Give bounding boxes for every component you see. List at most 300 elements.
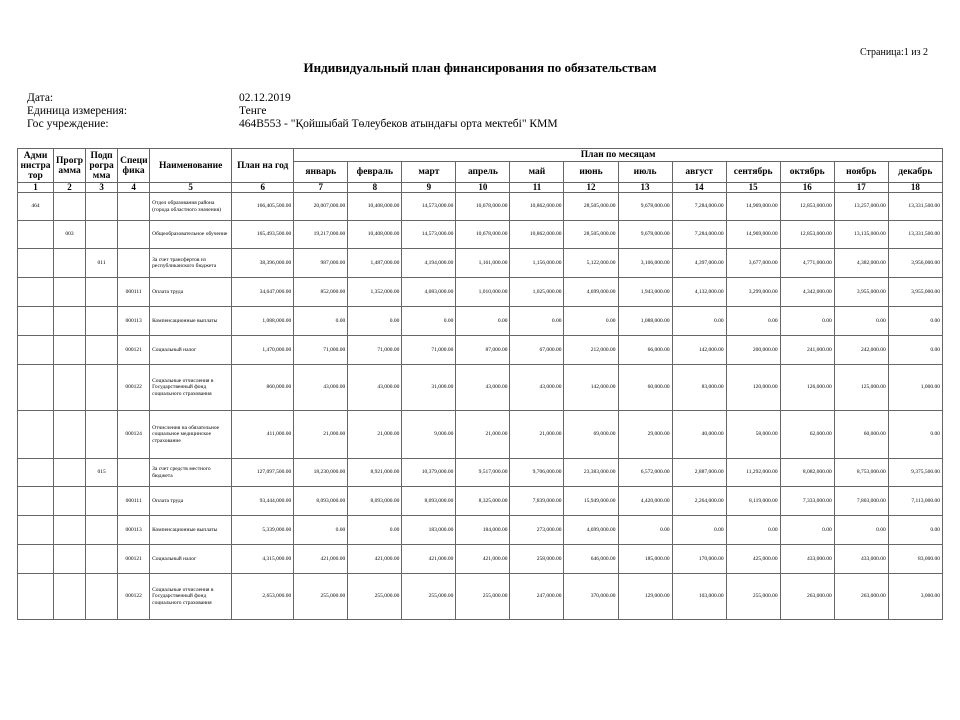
specifics-code-cell: 000121 [118, 545, 150, 574]
month-value-cell: 67,000.00 [510, 336, 564, 365]
table-row [18, 221, 943, 249]
col-name-header: Наименование [150, 149, 232, 183]
program-code-cell [54, 193, 86, 221]
month-value-cell: 3,955,000.00 [834, 278, 888, 307]
month-value-cell: 9,678,000.00 [618, 221, 672, 249]
year-plan-cell: 166,405,500.00 [232, 193, 294, 221]
subprogram-code-cell [86, 574, 118, 620]
column-index: 17 [834, 183, 888, 193]
month-value-cell: 60,000.00 [834, 411, 888, 459]
month-header: февраль [348, 162, 402, 183]
month-header: декабрь [888, 162, 942, 183]
name-cell: Общеобразовательное обучение [150, 221, 232, 249]
month-value-cell: 255,000.00 [456, 574, 510, 620]
month-value-cell: 263,000.00 [834, 574, 888, 620]
subprogram-code-cell [86, 365, 118, 411]
table-row [18, 545, 943, 574]
month-value-cell: 241,000.00 [780, 336, 834, 365]
name-cell: Отчисления на обязательное социальное медицинское страхование [150, 411, 232, 459]
subprogram-code-cell [86, 336, 118, 365]
specifics-code-cell: 000113 [118, 307, 150, 336]
month-value-cell: 87,000.00 [456, 336, 510, 365]
subprogram-code-cell [86, 516, 118, 545]
admin-code-cell [18, 336, 54, 365]
admin-code-cell [18, 307, 54, 336]
column-index: 3 [86, 183, 118, 193]
specifics-code-cell: 000122 [118, 574, 150, 620]
month-value-cell: 0.00 [348, 307, 402, 336]
month-header: март [402, 162, 456, 183]
month-value-cell: 421,000.00 [348, 545, 402, 574]
specifics-code-cell [118, 459, 150, 487]
admin-code-cell [18, 459, 54, 487]
month-value-cell: 10,379,000.00 [402, 459, 456, 487]
month-value-cell: 0.00 [888, 516, 942, 545]
subprogram-code-cell [86, 487, 118, 516]
table-row [18, 278, 943, 307]
month-value-cell: 10,862,000.00 [510, 193, 564, 221]
column-index: 11 [510, 183, 564, 193]
month-value-cell: 1,000.00 [888, 365, 942, 411]
month-value-cell: 66,000.00 [618, 336, 672, 365]
month-value-cell: 19,217,000.00 [294, 221, 348, 249]
month-value-cell: 13,257,000.00 [834, 193, 888, 221]
month-value-cell: 13,331,500.00 [888, 193, 942, 221]
month-header: май [510, 162, 564, 183]
month-value-cell: 10,678,000.00 [456, 193, 510, 221]
year-plan-cell: 93,444,000.00 [232, 487, 294, 516]
year-plan-cell: 1,088,000.00 [232, 307, 294, 336]
month-value-cell: 10,862,000.00 [510, 221, 564, 249]
month-value-cell: 200,000.00 [726, 336, 780, 365]
month-value-cell: 8,119,000.00 [726, 487, 780, 516]
name-cell: За счет средств местного бюджета [150, 459, 232, 487]
column-index: 1 [18, 183, 54, 193]
month-value-cell: 5,122,000.00 [564, 249, 618, 278]
month-header: октябрь [780, 162, 834, 183]
month-value-cell: 8,093,000.00 [294, 487, 348, 516]
admin-code-cell [18, 249, 54, 278]
name-cell: Социальный налог [150, 545, 232, 574]
col-subprogram-header: Подп рогра мма [86, 149, 118, 183]
program-code-cell [54, 249, 86, 278]
month-value-cell: 18,230,000.00 [294, 459, 348, 487]
program-code-cell [54, 574, 86, 620]
month-value-cell: 0.00 [726, 307, 780, 336]
month-value-cell: 1,161,000.00 [456, 249, 510, 278]
program-code-cell [54, 278, 86, 307]
meta-unit-row [27, 105, 627, 118]
name-cell: Компенсационные выплаты [150, 307, 232, 336]
month-value-cell: 273,000.00 [510, 516, 564, 545]
table-row [18, 516, 943, 545]
name-cell: Оплата труда [150, 487, 232, 516]
month-header: сентябрь [726, 162, 780, 183]
financing-plan-table [17, 148, 943, 620]
month-value-cell: 43,000.00 [348, 365, 402, 411]
admin-code-cell: 464 [18, 193, 54, 221]
specifics-code-cell [118, 221, 150, 249]
month-value-cell: 13,331,500.00 [888, 221, 942, 249]
subprogram-code-cell: 011 [86, 249, 118, 278]
subprogram-code-cell [86, 545, 118, 574]
meta-value: 464B553 - "Қойшыбай Төлеубеков атындағы орта мектебі" КММ [239, 118, 558, 130]
month-value-cell: 247,000.00 [510, 574, 564, 620]
admin-code-cell [18, 574, 54, 620]
month-value-cell: 3,677,000.00 [726, 249, 780, 278]
name-cell: Социальный налог [150, 336, 232, 365]
month-value-cell: 421,000.00 [402, 545, 456, 574]
admin-code-cell [18, 545, 54, 574]
col-program-header: Прогр амма [54, 149, 86, 183]
subprogram-code-cell [86, 278, 118, 307]
month-value-cell: 4,342,000.00 [780, 278, 834, 307]
month-value-cell: 11,292,000.00 [726, 459, 780, 487]
month-value-cell: 0.00 [834, 516, 888, 545]
column-index: 15 [726, 183, 780, 193]
year-plan-cell: 4,315,000.00 [232, 545, 294, 574]
col-admin-header: Адми нистра тор [18, 149, 54, 183]
month-value-cell: 183,000.00 [402, 516, 456, 545]
month-value-cell: 255,000.00 [402, 574, 456, 620]
month-value-cell: 3,106,000.00 [618, 249, 672, 278]
specifics-code-cell: 000122 [118, 365, 150, 411]
table-row [18, 487, 943, 516]
program-code-cell [54, 365, 86, 411]
month-header: апрель [456, 162, 510, 183]
monthly-plan-header: План по месяцам [294, 149, 943, 162]
month-value-cell: 0.00 [618, 516, 672, 545]
month-value-cell: 0.00 [402, 307, 456, 336]
month-value-cell: 40,000.00 [672, 411, 726, 459]
year-plan-cell: 34,647,000.00 [232, 278, 294, 307]
subprogram-code-cell [86, 193, 118, 221]
month-value-cell: 0.00 [294, 307, 348, 336]
month-value-cell: 184,000.00 [456, 516, 510, 545]
month-value-cell: 43,000.00 [456, 365, 510, 411]
specifics-code-cell: 000111 [118, 278, 150, 307]
month-value-cell: 7,333,000.00 [780, 487, 834, 516]
month-value-cell: 31,000.00 [402, 365, 456, 411]
name-cell: Оплата труда [150, 278, 232, 307]
table-row [18, 411, 943, 459]
month-value-cell: 14,573,000.00 [402, 193, 456, 221]
month-value-cell: 1,010,000.00 [456, 278, 510, 307]
meta-institution-row [27, 118, 627, 131]
month-value-cell: 7,284,000.00 [672, 193, 726, 221]
month-value-cell: 43,000.00 [510, 365, 564, 411]
month-value-cell: 0.00 [834, 307, 888, 336]
month-value-cell: 21,000.00 [294, 411, 348, 459]
column-index-row [18, 183, 943, 193]
subprogram-code-cell [86, 411, 118, 459]
month-value-cell: 23,383,000.00 [564, 459, 618, 487]
column-index: 5 [150, 183, 232, 193]
month-value-cell: 433,000.00 [834, 545, 888, 574]
month-value-cell: 9,000.00 [402, 411, 456, 459]
month-value-cell: 120,000.00 [726, 365, 780, 411]
month-value-cell: 20,007,000.00 [294, 193, 348, 221]
program-code-cell [54, 307, 86, 336]
year-plan-cell: 5,339,000.00 [232, 516, 294, 545]
table-row [18, 249, 943, 278]
program-code-cell [54, 545, 86, 574]
month-value-cell: 142,000.00 [672, 336, 726, 365]
month-value-cell: 12,853,000.00 [780, 221, 834, 249]
month-value-cell: 421,000.00 [294, 545, 348, 574]
month-value-cell: 2,887,000.00 [672, 459, 726, 487]
month-value-cell: 8,325,000.00 [456, 487, 510, 516]
month-value-cell: 71,000.00 [294, 336, 348, 365]
month-value-cell: 0.00 [672, 307, 726, 336]
column-index: 2 [54, 183, 86, 193]
month-value-cell: 3,000.00 [888, 574, 942, 620]
month-value-cell: 425,000.00 [726, 545, 780, 574]
table-row [18, 459, 943, 487]
month-value-cell: 83,000.00 [672, 365, 726, 411]
month-value-cell: 212,000.00 [564, 336, 618, 365]
year-plan-cell: 411,000.00 [232, 411, 294, 459]
month-value-cell: 0.00 [348, 516, 402, 545]
column-index: 10 [456, 183, 510, 193]
admin-code-cell [18, 221, 54, 249]
month-value-cell: 15,949,000.00 [564, 487, 618, 516]
month-header: ноябрь [834, 162, 888, 183]
admin-code-cell [18, 278, 54, 307]
month-value-cell: 242,000.00 [834, 336, 888, 365]
specifics-code-cell: 000124 [118, 411, 150, 459]
year-plan-cell: 165,493,500.00 [232, 221, 294, 249]
year-plan-cell: 860,000.00 [232, 365, 294, 411]
month-value-cell: 7,113,000.00 [888, 487, 942, 516]
month-value-cell: 103,000.00 [672, 574, 726, 620]
month-value-cell: 1,025,000.00 [510, 278, 564, 307]
month-header: июнь [564, 162, 618, 183]
specifics-code-cell: 000113 [118, 516, 150, 545]
month-value-cell: 125,000.00 [834, 365, 888, 411]
column-index: 14 [672, 183, 726, 193]
month-value-cell: 4,420,000.00 [618, 487, 672, 516]
month-value-cell: 14,969,000.00 [726, 221, 780, 249]
month-value-cell: 28,505,000.00 [564, 193, 618, 221]
program-code-cell [54, 516, 86, 545]
month-value-cell: 1,088,000.00 [618, 307, 672, 336]
specifics-code-cell [118, 249, 150, 278]
program-code-cell [54, 336, 86, 365]
month-value-cell: 6,572,000.00 [618, 459, 672, 487]
year-plan-cell: 38,396,000.00 [232, 249, 294, 278]
month-value-cell: 21,000.00 [348, 411, 402, 459]
month-value-cell: 1,352,000.00 [348, 278, 402, 307]
month-value-cell: 10,408,000.00 [348, 193, 402, 221]
month-value-cell: 10,678,000.00 [456, 221, 510, 249]
month-value-cell: 129,000.00 [618, 574, 672, 620]
month-value-cell: 58,000.00 [726, 411, 780, 459]
month-value-cell: 255,000.00 [294, 574, 348, 620]
header-row [18, 149, 943, 162]
meta-value: Тенге [239, 105, 267, 117]
month-value-cell: 2,264,000.00 [672, 487, 726, 516]
program-code-cell [54, 487, 86, 516]
table-row [18, 336, 943, 365]
month-value-cell: 263,000.00 [780, 574, 834, 620]
table-row [18, 365, 943, 411]
month-value-cell: 852,000.00 [294, 278, 348, 307]
column-index: 12 [564, 183, 618, 193]
column-index: 8 [348, 183, 402, 193]
month-value-cell: 126,000.00 [780, 365, 834, 411]
month-value-cell: 71,000.00 [402, 336, 456, 365]
month-value-cell: 4,699,000.00 [564, 516, 618, 545]
month-value-cell: 421,000.00 [456, 545, 510, 574]
month-value-cell: 8,093,000.00 [402, 487, 456, 516]
column-index: 7 [294, 183, 348, 193]
month-value-cell: 987,000.00 [294, 249, 348, 278]
month-header: август [672, 162, 726, 183]
month-value-cell: 8,753,000.00 [834, 459, 888, 487]
month-value-cell: 255,000.00 [726, 574, 780, 620]
month-header: январь [294, 162, 348, 183]
month-value-cell: 0.00 [564, 307, 618, 336]
year-plan-cell: 127,097,500.00 [232, 459, 294, 487]
month-value-cell: 4,132,000.00 [672, 278, 726, 307]
month-value-cell: 0.00 [888, 336, 942, 365]
month-value-cell: 12,853,000.00 [780, 193, 834, 221]
month-value-cell: 28,505,000.00 [564, 221, 618, 249]
month-value-cell: 69,000.00 [564, 411, 618, 459]
month-value-cell: 0.00 [888, 411, 942, 459]
month-value-cell: 3,299,000.00 [726, 278, 780, 307]
year-plan-cell: 1,470,000.00 [232, 336, 294, 365]
month-value-cell: 8,093,000.00 [348, 487, 402, 516]
column-index: 13 [618, 183, 672, 193]
subprogram-code-cell [86, 307, 118, 336]
month-value-cell: 0.00 [456, 307, 510, 336]
month-value-cell: 43,000.00 [294, 365, 348, 411]
admin-code-cell [18, 411, 54, 459]
month-header: июль [618, 162, 672, 183]
month-value-cell: 1,487,000.00 [348, 249, 402, 278]
month-value-cell: 0.00 [888, 307, 942, 336]
month-value-cell: 1,156,000.00 [510, 249, 564, 278]
subprogram-code-cell: 015 [86, 459, 118, 487]
month-value-cell: 29,000.00 [618, 411, 672, 459]
month-value-cell: 21,000.00 [510, 411, 564, 459]
meta-label: Единица измерения: [27, 105, 128, 117]
month-value-cell: 3,955,000.00 [888, 278, 942, 307]
month-value-cell: 60,000.00 [618, 365, 672, 411]
name-cell: За счет трансфертов из республиканского бюджета [150, 249, 232, 278]
subprogram-code-cell [86, 221, 118, 249]
month-value-cell: 4,083,000.00 [402, 278, 456, 307]
month-value-cell: 646,000.00 [564, 545, 618, 574]
document-title: Индивидуальный план финансирования по обязательствам [303, 60, 657, 75]
month-value-cell: 1,943,000.00 [618, 278, 672, 307]
page-number: Страница:1 из 2 [860, 47, 929, 58]
document-meta [27, 92, 627, 131]
month-value-cell: 0.00 [294, 516, 348, 545]
month-value-cell: 0.00 [510, 307, 564, 336]
month-value-cell: 8,082,000.00 [780, 459, 834, 487]
month-value-cell: 258,000.00 [510, 545, 564, 574]
specifics-code-cell: 000121 [118, 336, 150, 365]
table-body [18, 193, 943, 620]
month-value-cell: 4,771,000.00 [780, 249, 834, 278]
program-code-cell [54, 459, 86, 487]
month-value-cell: 4,699,000.00 [564, 278, 618, 307]
month-value-cell: 0.00 [780, 307, 834, 336]
admin-code-cell [18, 365, 54, 411]
month-value-cell: 142,000.00 [564, 365, 618, 411]
month-value-cell: 9,706,000.00 [510, 459, 564, 487]
year-plan-cell: 2,653,000.00 [232, 574, 294, 620]
month-value-cell: 7,839,000.00 [510, 487, 564, 516]
month-value-cell: 62,000.00 [780, 411, 834, 459]
month-value-cell: 185,000.00 [618, 545, 672, 574]
month-value-cell: 0.00 [672, 516, 726, 545]
col-year-plan-header: План на год [232, 149, 294, 183]
meta-label: Дата: [27, 92, 54, 104]
month-value-cell: 0.00 [726, 516, 780, 545]
month-value-cell: 10,408,000.00 [348, 221, 402, 249]
month-value-cell: 170,000.00 [672, 545, 726, 574]
month-value-cell: 9,375,500.00 [888, 459, 942, 487]
program-code-cell: 003 [54, 221, 86, 249]
month-value-cell: 4,194,000.00 [402, 249, 456, 278]
month-value-cell: 14,969,000.00 [726, 193, 780, 221]
month-value-cell: 7,284,000.00 [672, 221, 726, 249]
month-value-cell: 4,382,000.00 [834, 249, 888, 278]
month-value-cell: 13,135,000.00 [834, 221, 888, 249]
column-index: 4 [118, 183, 150, 193]
month-value-cell: 4,397,000.00 [672, 249, 726, 278]
table-row [18, 574, 943, 620]
meta-value: 02.12.2019 [239, 92, 291, 104]
month-value-cell: 7,803,000.00 [834, 487, 888, 516]
month-value-cell: 8,921,000.00 [348, 459, 402, 487]
admin-code-cell [18, 516, 54, 545]
name-cell: Отдел образования района (города областного значения) [150, 193, 232, 221]
specifics-code-cell [118, 193, 150, 221]
program-code-cell [54, 411, 86, 459]
month-value-cell: 370,000.00 [564, 574, 618, 620]
specifics-code-cell: 000111 [118, 487, 150, 516]
table-row [18, 307, 943, 336]
table-row [18, 193, 943, 221]
month-value-cell: 71,000.00 [348, 336, 402, 365]
column-index: 6 [232, 183, 294, 193]
month-value-cell: 0.00 [780, 516, 834, 545]
month-value-cell: 21,000.00 [456, 411, 510, 459]
col-specifics-header: Специ фика [118, 149, 150, 183]
month-value-cell: 433,000.00 [780, 545, 834, 574]
admin-code-cell [18, 487, 54, 516]
column-index: 16 [780, 183, 834, 193]
name-cell: Компенсационные выплаты [150, 516, 232, 545]
month-value-cell: 14,573,000.00 [402, 221, 456, 249]
meta-label: Гос учреждение: [27, 118, 109, 130]
name-cell: Социальные отчисления в Государственный фонд социального страхования [150, 365, 232, 411]
month-value-cell: 9,678,000.00 [618, 193, 672, 221]
month-value-cell: 9,517,000.00 [456, 459, 510, 487]
month-value-cell: 3,956,000.00 [888, 249, 942, 278]
month-value-cell: 83,000.00 [888, 545, 942, 574]
name-cell: Социальные отчисления в Государственный фонд социального страхования [150, 574, 232, 620]
meta-date-row [27, 92, 627, 105]
month-value-cell: 255,000.00 [348, 574, 402, 620]
column-index: 9 [402, 183, 456, 193]
column-index: 18 [888, 183, 942, 193]
